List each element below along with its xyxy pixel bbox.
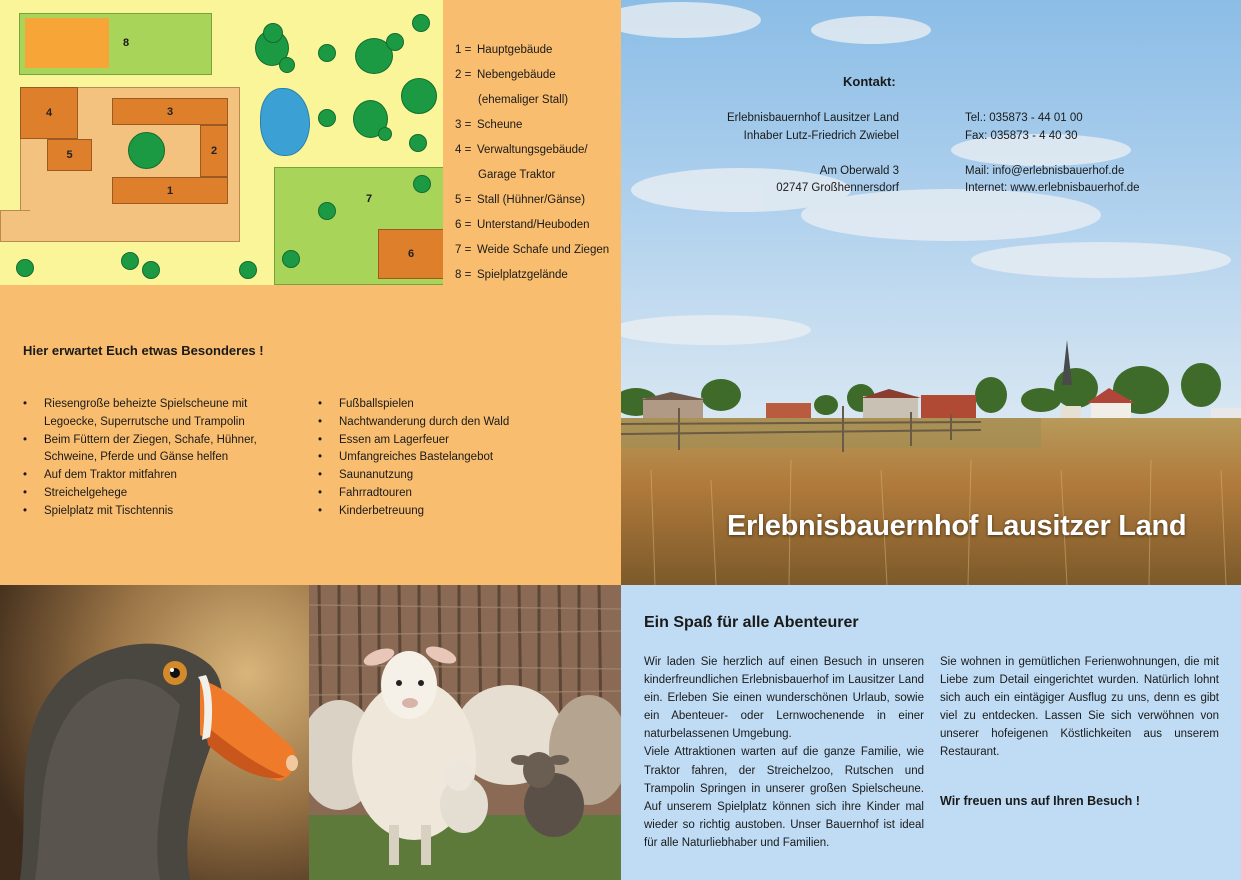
legend-item: [455, 213, 620, 238]
features-list-left: [23, 396, 283, 521]
tree-icon: [279, 57, 295, 73]
list-item: • Nachtwanderung durch den Wald: [318, 414, 608, 432]
list-item: • Fahrradtouren: [318, 485, 608, 503]
tree-icon: [282, 250, 300, 268]
list-item: • Auf dem Traktor mitfahren: [23, 467, 283, 485]
legend-label: Nebengebäude: [477, 69, 556, 81]
info-column-left: [644, 653, 924, 852]
contact-heading: Kontakt:: [843, 74, 896, 89]
legend-item: [455, 88, 620, 113]
list-item: • Essen am Lagerfeuer: [318, 432, 608, 450]
list-item: • Beim Füttern der Ziegen, Schafe, Hühner,: [23, 432, 283, 450]
landscape-illustration: [621, 0, 1241, 585]
list-item: Legoecke, Superrutsche und Trampolin: [44, 415, 245, 428]
legend-number: 6 =: [455, 219, 472, 231]
farm-name: Erlebnisbauernhof Lausitzer Land: [727, 112, 899, 124]
features-list-right: [318, 396, 608, 521]
legend-number: 7 =: [455, 244, 472, 256]
tree-icon: [409, 134, 427, 152]
contact-details: [965, 110, 1140, 198]
hero-title: Erlebnisbauernhof Lausitzer Land: [727, 510, 1187, 542]
map-legend: [455, 38, 620, 288]
map-building-8: [25, 18, 109, 68]
legend-item: [455, 163, 620, 188]
tree-icon: [318, 44, 336, 62]
fax: Fax: 035873 - 4 40 30: [965, 129, 1078, 142]
tree-icon: [401, 78, 437, 114]
list-item: • Riesengroße beheizte Spielscheune mit: [23, 396, 283, 414]
goose-photo: [0, 585, 309, 880]
map-building-6: 6: [378, 229, 443, 279]
tree-icon: [318, 202, 336, 220]
map-building-4: 4: [20, 87, 78, 139]
tree-icon: [412, 14, 430, 32]
tree-icon: [378, 127, 392, 141]
legend-number: 4 =: [455, 144, 472, 156]
features-heading: Hier erwartet Euch etwas Besonderes !: [23, 343, 264, 358]
legend-label: Unterstand/Heuboden: [477, 219, 590, 231]
owner-name: Inhaber Lutz-Friedrich Zwiebel: [743, 129, 899, 142]
list-item: • Spielplatz mit Tischtennis: [23, 503, 283, 521]
info-heading: Ein Spaß für alle Abenteurer: [644, 614, 859, 631]
site-map: [0, 0, 443, 285]
paragraph: Viele Attraktionen warten auf die ganze Familie, wie Traktor fahren, der Streichelzoo, Rutschen und Trampolin Springen in unserer großen Spielscheune. Auf unserem Spielplatz können sich ihre Kinder mal wieder so richtig austoben. Unser Bauernhof ist ideal für alle Naturliebhaber und Familien.: [644, 746, 924, 849]
legend-item: [455, 188, 620, 213]
legend-label: Stall (Hühner/Gänse): [477, 194, 586, 206]
map-label-8: 8: [123, 37, 130, 49]
tree-icon: [121, 252, 139, 270]
city: 02747 Großhennersdorf: [776, 182, 899, 194]
legend-label: Verwaltungsgebäude/: [477, 144, 588, 156]
list-item: Schweine, Pferde und Gänse helfen: [44, 451, 229, 464]
website-link[interactable]: Internet: www.erlebnisbauerhof.de: [965, 182, 1140, 194]
paragraph: Wir laden Sie herzlich auf einen Besuch in unseren kinderfreundlichen Erlebnisbauerhof im Lausitzer Land ein. Erleben Sie einen wunderschönen Urlaub, sowie ein Abenteuer- oder Lernwochenende in einer naturbelassenen Umgebung.: [644, 656, 924, 741]
sheep-illustration: [309, 585, 621, 880]
map-building-1: 1: [112, 177, 228, 204]
legend-item: [455, 113, 620, 138]
paragraph: Sie wohnen in gemütlichen Ferienwohnungen, die mit Liebe zum Detail eingerichtet wurden. Natürlich lohnt sich auch ein eintägiger Ausflug zu uns, denn es gibt viel zu entdecken. Lassen Sie sich verwöhnen von unserer hofeigenen Köstlichkeiten aus unserem Restaurant.: [940, 656, 1219, 759]
tree-icon: [16, 259, 34, 277]
tree-icon: [142, 261, 160, 279]
legend-item: [455, 238, 620, 263]
legend-label: Spielplatzgelände: [477, 269, 568, 281]
map-building-3: 3: [112, 98, 228, 125]
legend-label: Scheune: [477, 119, 523, 131]
legend-label: Weide Schafe und Ziegen: [477, 244, 610, 256]
map-building-2: 2: [200, 125, 228, 177]
info-section: [621, 585, 1241, 880]
landscape-photo: [621, 0, 1241, 585]
driveway: [0, 210, 30, 242]
tree-icon: [318, 109, 336, 127]
list-item: • Saunanutzung: [318, 467, 608, 485]
legend-number: 2 =: [455, 69, 472, 81]
list-item: • Umfangreiches Bastelangebot: [318, 449, 608, 467]
closing-line: Wir freuen uns auf Ihren Besuch !: [940, 794, 1140, 808]
phone: Tel.: 035873 - 44 01 00: [965, 112, 1083, 124]
map-building-5: 5: [47, 139, 92, 171]
legend-number: 3 =: [455, 119, 472, 131]
legend-item: [455, 138, 620, 163]
courtyard-tree-icon: [128, 132, 165, 169]
pond: [260, 88, 310, 156]
tree-icon: [239, 261, 257, 279]
list-item: • Kinderbetreuung: [318, 503, 608, 521]
street: Am Oberwald 3: [819, 164, 899, 177]
legend-item: [455, 38, 620, 63]
legend-label: Garage Traktor: [478, 169, 556, 181]
legend-item: [455, 263, 620, 288]
legend-label: (ehemaliger Stall): [478, 94, 569, 106]
legend-number: 8 =: [455, 269, 472, 281]
tree-icon: [386, 33, 404, 51]
legend-label: Hauptgebäude: [477, 44, 553, 56]
tree-icon: [263, 23, 283, 43]
legend-number: 5 =: [455, 194, 472, 206]
tree-icon: [413, 175, 431, 193]
info-column-right: [940, 653, 1219, 762]
legend-number: 1 =: [455, 44, 472, 56]
email-link[interactable]: Mail: info@erlebnisbauerhof.de: [965, 164, 1125, 177]
contact-address: [727, 110, 899, 198]
list-item: • Fußballspielen: [318, 396, 608, 414]
legend-item: [455, 63, 620, 88]
map-label-7: 7: [366, 193, 373, 205]
list-item: • Streichelgehege: [23, 485, 283, 503]
sheep-photo: [309, 585, 621, 880]
goose-illustration: [0, 585, 309, 880]
